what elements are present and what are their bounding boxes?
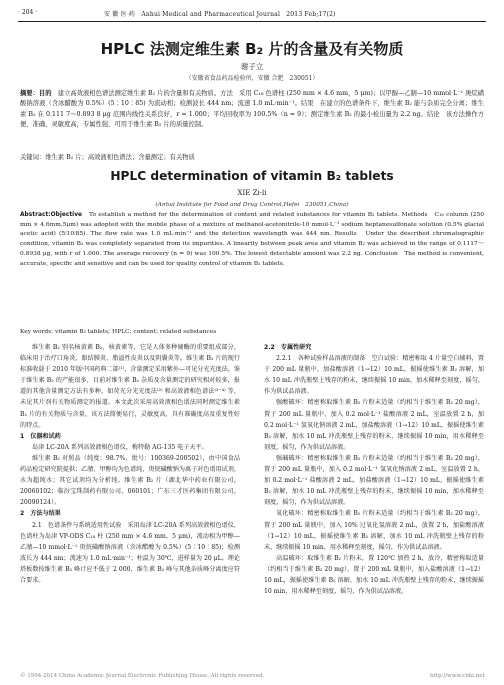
abstract-label-en: Abstract:Objective <box>20 212 83 218</box>
body-paragraph: 氧化破坏：精密称取维生素 B₂ 片粉末适量（约相当于维生素 B₂ 20 mg），置于 200 mL 量瓶中，加入 10% 过氧化氢溶液 2 mL，放置 2 h，加盐酸溶液（1→12）10 mL，振摇使维生素 B₂ 溶解，加水 10 mL 冲洗瓶壁上残存的粉末，继续振摇 10 min，用水稀释至刻度，摇匀，作为供试品溶液。 <box>264 510 484 551</box>
header-rule <box>18 21 486 22</box>
author-chinese: 谢子立 <box>240 62 264 71</box>
body-paragraph: 高温破坏：取维生素 B₂ 片粉末，置 120℃ 加热 2 h，放冷，精密称取适量（约相当于维生素 B₂ 20 mg），置于 200 mL 量瓶中，加入盐酸溶液（1→12）10 mL，振摇使维生素 B₂ 溶解，加水 10 mL 冲洗瓶壁上残存的粉末，继续振摇 10 min，用水稀释至刻度，摇匀，作为供试品溶液。 <box>264 554 484 596</box>
body-column-right <box>264 342 484 597</box>
copyright-footer: © 1994-2014 China Academic Journal Electronic Publishing House. All rights reserved. <box>20 673 265 679</box>
keywords-english: Key words: vitamin B₂ tablets; HPLC; content; related substances <box>20 329 217 335</box>
abstract-text-cn: 建立高效液相色谱法测定维生素 B₂ 片的含量和有关物质。方法 采用 C₁₈ 色谱柱 (250 mm × 4.6 mm，5 μm)；以甲醇—乙腈—10 mmol·L⁻¹ 庚烷磺酸钠溶液（含冰醋酸为 0.5%）(5∶10∶85) 为流动相；检测波长 444 nm；流速 1.0 mL·min⁻¹。结果 在建立的色谱条件下，维生素 B₂ 能与杂质完全分离；维生素 B₂ 在 0.111 7～0.893 8 μg 范围内线性关系良好，r = 1.000；平均回收率为 100.5%（n = 9）；测定维生素 B₂ 的最小检出量为 2.2 ng。结论 该方法操作方便，准确，灵敏度高，专属性强，可用于维生素 B₂ 片的质量控制。 <box>20 90 484 129</box>
body-paragraph: 2.2.1 各种试验样品溶液的制备 空白试验：精密称取 4 片量空白辅料，置于 200 mL 量瓶中，加盐酸溶液（1→12）10 mL，振摇使维生素 B₂ 溶解，加水 10 mL 冲洗瓶壁上残存的粉末，继续振摇 10 min，加水稀释至刻度，摇匀，作为供试品溶液。 <box>264 355 484 396</box>
body-paragraph: 2.1 色谱条件与系统适用性试验 采用岛津 LC-20A 系列高效液相色谱仪，色谱柱为岛津 VP-ODS C₁₈ 柱 (250 mm × 4.6 mm，5 μm)，流动相为甲醇—乙腈—10 mmol·L⁻¹ 庚烷磺酸钠溶液（含冰醋酸为 0.5%）(5∶10∶85)；检测波长为 444 nm；流速为 1.0 mL·min⁻¹；柱温为 30℃，进样量为 20 μL。理论塔板数按维生素 B₂ 峰计应不低于 2 000，维生素 B₂ 峰与其他杂质峰分离度应符合要求。 <box>20 521 240 584</box>
title-chinese: HPLC 法测定维生素 B₂ 片的含量及有关物质 <box>100 40 404 58</box>
body-column-left <box>20 342 240 586</box>
running-header <box>18 9 486 21</box>
abstract-text-en: To establish a method for the determination of content and related substances for vitamin B₂ tablets. Methods C₁₈ column (250 mm × 4.6mm,5μm) was adopted with the mobile phase of a mixture of methanol-acetonitrile-10 mmol·L⁻¹ sodium heptanesulfonate solution (0.5% glacial acetic acid) (5∶10∶85). The flow rate was 1.0 mL·min⁻¹ and the detection wavelength was 444 nm. Results Under the described chromatographic condition, vitamin B₂ was completely separated from its impurities. A linearity between peak area and vitamin B₂ was achieved in the range of 0.1117～0.8938 μg, with r of 1.000. The average recovery (n = 9) was 100.5%. The lowest detectable amount was 2.2 ng. Conclusion The method is convenient, accurate, specific and sensitive and can be used for quality control of vitamin B₂ tablets. <box>20 212 484 267</box>
abstract-label-cn: 摘要：目的 <box>20 90 52 97</box>
title-english: HPLC determination of vitamin B₂ tablets <box>110 169 394 183</box>
section-heading: 1 仪器和试药 <box>20 432 61 440</box>
body-paragraph: 强碱破坏：精密称取维生素 B₂ 片粉末适量（约相当于维生素 B₂ 20 mg），置于 200 mL 量瓶中，加入 0.2 mol·L⁻¹ 氢氧化钠溶液 2 mL，室温放置 2 h，加 0.2 mol·L⁻¹ 盐酸溶液 2 mL，加盐酸溶液（1→12）10 mL，振摇使维生素 B₂ 溶解，加水 10 mL 冲洗瓶壁上残存的粉末，继续振摇 10 min，加水稀释至刻度，摇匀，作为供试品溶液。 <box>264 454 484 507</box>
page-number: · 204 · <box>18 9 38 16</box>
body-paragraph: 强酸破坏：精密称取维生素 B₂ 片粉末适量（约相当于维生素 B₂ 20 mg），置于 200 mL 量瓶中，加入 0.2 mol·L⁻¹ 盐酸溶液 2 mL，室温放置 2 h，加 0.2 mol·L⁻¹ 氢氧化钠溶液 2 mL，加盐酸溶液（1→12）10 mL，振摇使维生素 B₂ 溶解，加水 10 mL 冲洗瓶壁上残存的粉末，继续振摇 10 min，用水稀释至刻度，摇匀，作为供试品溶液。 <box>264 399 484 451</box>
journal-info: 安 徽 医 药 Anhui Medical and Pharmaceutical Journal 2013 Feb;17(2) <box>104 11 336 18</box>
body-paragraph: 维生素 B₂ 别名核黄素 B₂，核黄素等，它是人体多种辅酶的重要组成部分，临床用于治疗口角炎、眼结膜炎、脂溢性皮炎以及阴囊炎等。维生素 B₂ 片的现行标准收载于 2010 年版中国药典二部⁽¹⁾，含量测定采用紫外—可见分光光度法。鉴于维生素 B₂ 的产能很多，目前对维生素 B₂ 杂质及含量测定的研究相对较多，报道的其他含量测定方法有多种，如荧光分光光度法⁽²⁾ 和高效液相色谱法⁽³⁻⁴⁾ 等，未见其片剂有关物质测定的报道。本文此次采用高效液相色谱法同时测定维生素 B₂ 片的有关物质与含量，该方法简便易行，灵敏度高，具有准确度高及重复性好的特点。 <box>20 344 240 429</box>
affiliation-english: (Anhui Institute for Food and Drug Control,Hefei 230051,China) <box>155 202 349 208</box>
affiliation-chinese: （安徽省食品药品检验所，安徽 合肥 230051） <box>185 75 319 82</box>
section-heading: 2.2 专属性研究 <box>264 344 312 351</box>
footer-url: http://www.cnki.net <box>430 673 485 679</box>
keywords-chinese: 关键词：维生素 B₂ 片；高效液相色谱法；含量测定；有关物质 <box>20 154 195 161</box>
abstract-english <box>20 211 484 269</box>
body-paragraph: 维生素 B₂ 对照品（纯度：98.7%，批号：100369-200502），由中国食品药品检定研究院提供；乙腈、甲醇均为色谱纯，庚烷磺酸钠为离子对色谱用试剂，水为超纯水；其它试剂均为分析纯。维生素 B₂ 片（湖北华中药业有限公司，20060102；临汾宝珠制药有限公司，060101；广东三才医药集团有限公司，20090124）。 <box>20 454 240 507</box>
body-paragraph: 岛津 LC-20A 系列高效液相色谱仪，梅特勒 AG-135 电子天平。 <box>32 443 208 451</box>
author-english: XIE Zi-li <box>237 189 267 197</box>
section-heading: 2 方法与结果 <box>20 510 61 518</box>
abstract-chinese <box>20 89 484 131</box>
